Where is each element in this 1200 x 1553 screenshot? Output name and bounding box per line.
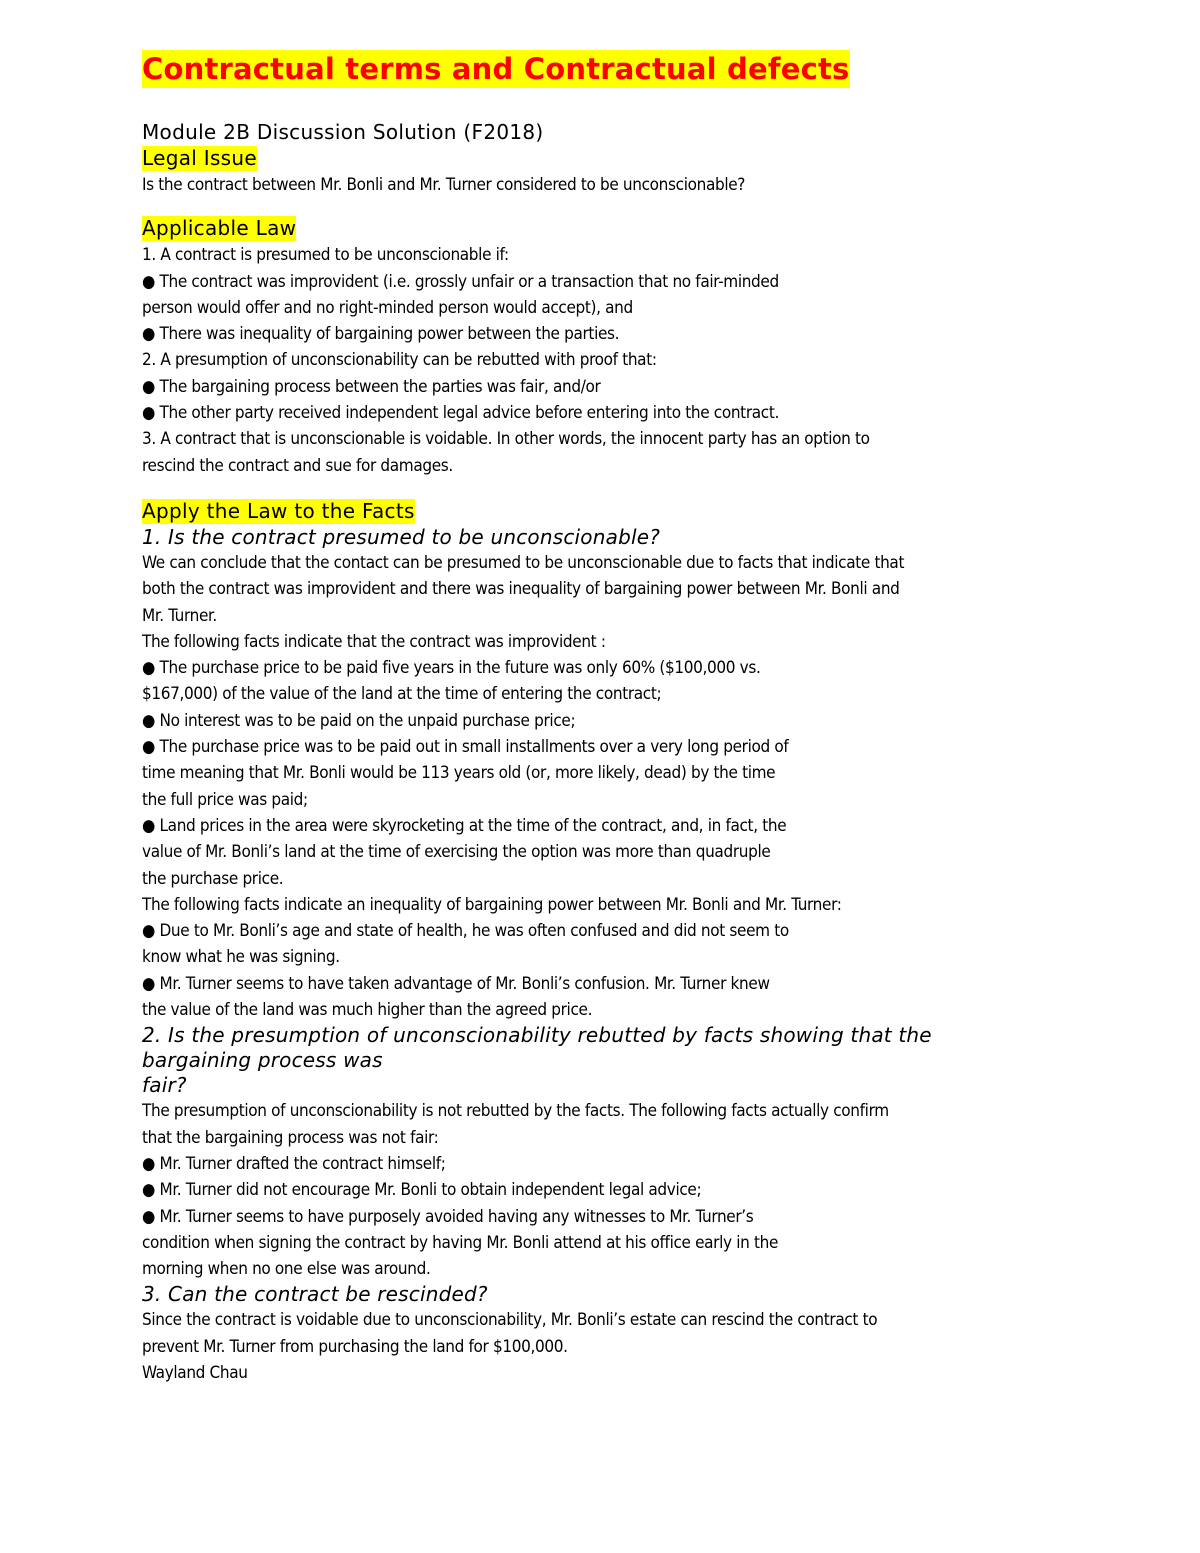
law-line: ● The contract was improvident (i.e. grossly unfair or a transaction that no fair-minded	[142, 271, 779, 292]
question-1: 1. Is the contract presumed to be unconscionable?	[142, 524, 661, 549]
law-line: 2. A presumption of unconscionability can be rebutted with proof that:	[142, 350, 657, 371]
law-line: 3. A contract that is unconscionable is voidable. In other words, the innocent party has an option to	[142, 429, 870, 450]
fact-line: ● Land prices in the area were skyrocketing at the time of the contract, and, in fact, the	[142, 815, 787, 836]
document-title: Contractual terms and Contractual defects	[142, 52, 850, 86]
law-line: rescind the contract and sue for damages.	[142, 455, 453, 476]
applicable-law-heading: Applicable Law	[142, 216, 297, 241]
legal-issue-text: Is the contract between Mr. Bonli and Mr. Turner considered to be unconscionable?	[142, 175, 746, 195]
answer-line: condition when signing the contract by having Mr. Bonli attend at his office early in the	[142, 1232, 779, 1253]
fact-line: The following facts indicate that the contract was improvident :	[142, 631, 606, 652]
fact-line: both the contract was improvident and there was inequality of bargaining power between Mr. Bonli and	[142, 579, 900, 600]
applicable-law-heading-wrap	[142, 216, 1142, 242]
document-page	[142, 50, 1142, 1386]
law-line: 1. A contract is presumed to be unconscionable if:	[142, 245, 509, 266]
fact-line: ● Mr. Turner seems to have taken advantage of Mr. Bonli’s confusion. Mr. Turner knew	[142, 973, 770, 994]
title-wrap	[142, 50, 1142, 88]
author-name: Wayland Chau	[142, 1362, 248, 1383]
fact-line: ● Due to Mr. Bonli’s age and state of health, he was often confused and did not seem to	[142, 921, 789, 942]
fact-line: ● No interest was to be paid on the unpaid purchase price;	[142, 710, 576, 731]
fact-line: The following facts indicate an inequality of bargaining power between Mr. Bonli and Mr. Turner:	[142, 894, 842, 915]
fact-line: Mr. Turner.	[142, 605, 217, 626]
fact-line: the full price was paid;	[142, 789, 308, 810]
answer-line: ● Mr. Turner seems to have purposely avoided having any witnesses to Mr. Turner’s	[142, 1206, 754, 1227]
fact-line: We can conclude that the contact can be presumed to be unconscionable due to facts that indicate that	[142, 552, 905, 573]
answer-line: Since the contract is voidable due to unconscionability, Mr. Bonli’s estate can rescind the contract to	[142, 1310, 878, 1331]
fact-line: ● The purchase price was to be paid out in small installments over a very long period of	[142, 737, 789, 758]
law-line: ● The other party received independent legal advice before entering into the contract.	[142, 403, 779, 424]
answer-line: ● Mr. Turner did not encourage Mr. Bonli to obtain independent legal advice;	[142, 1180, 702, 1201]
law-line: person would offer and no right-minded person would accept), and	[142, 297, 633, 318]
answer-line: that the bargaining process was not fair:	[142, 1127, 439, 1148]
apply-law-heading-wrap	[142, 499, 1142, 525]
question-3: 3. Can the contract be rescinded?	[142, 1282, 488, 1307]
answer-line: ● Mr. Turner drafted the contract himself;	[142, 1153, 446, 1174]
answer-line: The presumption of unconscionability is not rebutted by the facts. The following facts actually confirm	[142, 1101, 889, 1122]
question-2-line: 2. Is the presumption of unconscionability rebutted by facts showing that the	[142, 1023, 932, 1048]
fact-line: know what he was signing.	[142, 947, 340, 968]
legal-issue-heading-wrap	[142, 146, 1142, 172]
answer-line: morning when no one else was around.	[142, 1259, 431, 1280]
fact-line: value of Mr. Bonli’s land at the time of exercising the option was more than quadruple	[142, 842, 771, 863]
answer-line: prevent Mr. Turner from purchasing the land for $100,000.	[142, 1336, 568, 1357]
fact-line: the value of the land was much higher than the agreed price.	[142, 1000, 593, 1021]
legal-issue-heading: Legal Issue	[142, 146, 257, 170]
question-2-line: bargaining process was	[142, 1048, 383, 1073]
fact-line: ● The purchase price to be paid five years in the future was only 60% ($100,000 vs.	[142, 658, 761, 679]
fact-line: the purchase price.	[142, 868, 284, 889]
law-line: ● The bargaining process between the parties was fair, and/or	[142, 376, 601, 397]
fact-line: time meaning that Mr. Bonli would be 113 years old (or, more likely, dead) by the time	[142, 763, 776, 784]
law-line: ● There was inequality of bargaining power between the parties.	[142, 324, 620, 345]
document-subtitle: Module 2B Discussion Solution (F2018)	[142, 120, 544, 144]
apply-law-heading: Apply the Law to the Facts	[142, 498, 415, 523]
question-2-line: fair?	[142, 1073, 187, 1098]
fact-line: $167,000) of the value of the land at the time of entering the contract;	[142, 684, 662, 705]
